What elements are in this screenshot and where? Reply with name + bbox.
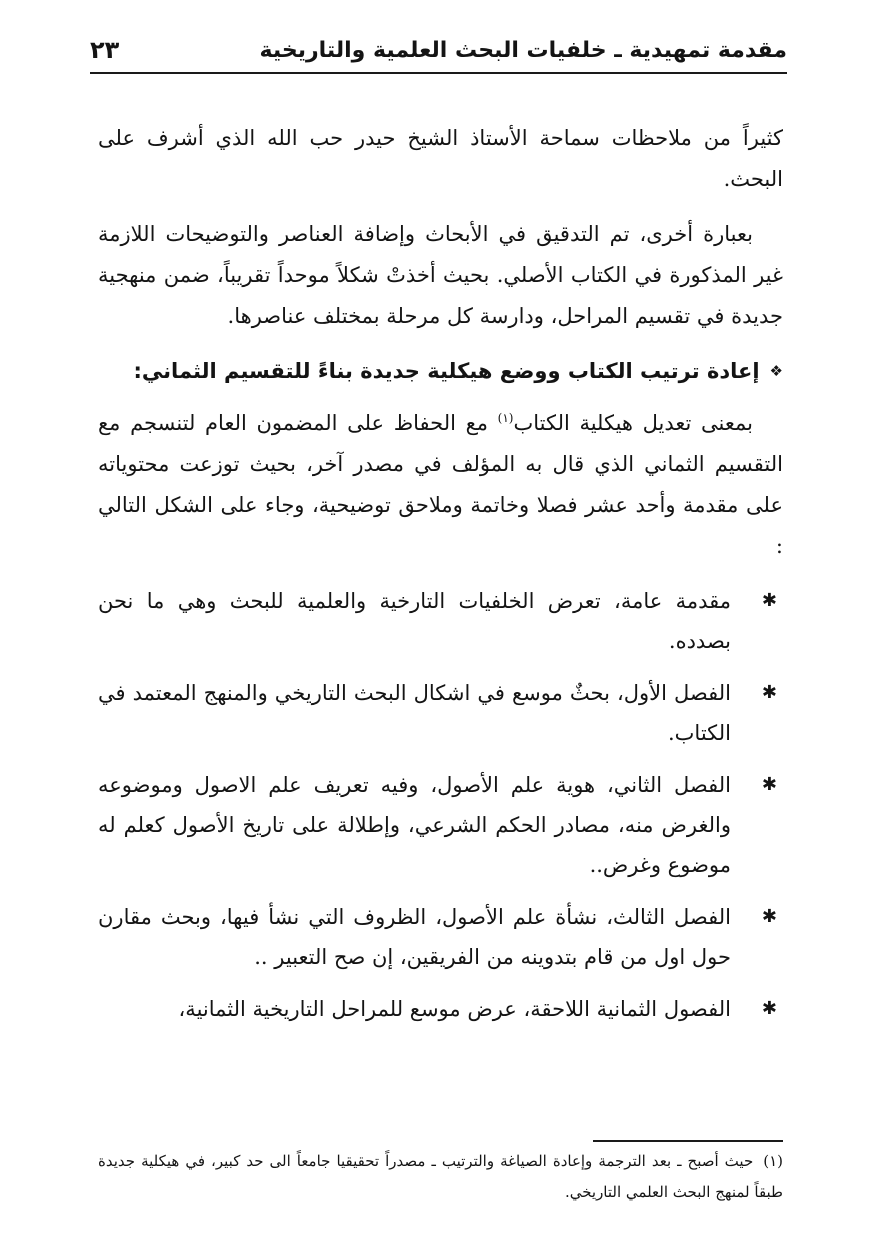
- list-item-text: الفصل الثالث، نشأة علم الأصول، الظروف التي نشأ فيها، وبحث مقارن حول اول من قام بتدوينه من الفريقين، إن صح التعبير ..: [98, 905, 731, 969]
- footnote-text: حيث أصبح ـ بعد الترجمة وإعادة الصياغة والترتيب ـ مصدراً تحقيقيا جامعاً الى حد كبير، في هيكلية جديدة طبقاً لمنهج البحث العلمي التاريخي.: [98, 1152, 783, 1201]
- paragraph-editing-note: بعبارة أخرى، تم التدقيق في الأبحاث وإضافة العناصر والتوضيحات اللازمة غير المذكورة في الكتاب الأصلي. بحيث أخذتْ شكلاً موحداً تقريباً، ضمن منهجية جديدة في تقسيم المراحل، ودارسة كل مرحلة بمختلف عناصرها.: [98, 222, 783, 328]
- section-paragraph-rest: مع الحفاظ على المضمون العام لتنسجم مع التقسيم الثماني الذي قال به المؤلف في مصدر آخر، بحيث توزعت محتوياته على مقدمة وأحد عشر فصلا وخاتمة وملاحق توضيحية، وجاء على الشكل التالي :: [98, 411, 783, 558]
- footnote-reference[interactable]: (١): [497, 411, 514, 425]
- page-number: ٢٣: [90, 36, 120, 64]
- paragraph-continuation: كثيراً من ملاحظات سماحة الأستاذ الشيخ حيدر حب الله الذي أشرف على البحث.: [98, 126, 783, 191]
- list-item-text: مقدمة عامة، تعرض الخلفيات التارخية والعلمية للبحث وهي ما نحن بصدده.: [98, 589, 731, 653]
- asterisk-bullet-icon: ✱: [761, 590, 777, 611]
- list-item: [98, 989, 783, 1029]
- running-header: [90, 28, 787, 74]
- list-item-text: الفصول الثمانية اللاحقة، عرض موسع للمراحل التاريخية الثمانية،: [178, 997, 731, 1021]
- section-heading-text: إعادة ترتيب الكتاب ووضع هيكلية جديدة بناءً للتقسيم الثماني:: [133, 359, 760, 383]
- footnote-number: (١): [763, 1152, 783, 1170]
- section-paragraph: [98, 403, 783, 567]
- list-item-text: الفصل الثاني، هوية علم الأصول، وفيه تعريف علم الاصول وموضوعه والغرض منه، مصادر الحكم الشرعي، وإطلالة على تاريخ الأصول كعلم له موضوع وغرض..: [98, 773, 731, 877]
- chapter-list: [98, 581, 783, 1029]
- list-item-text: الفصل الأول، بحثٌ موسع في اشكال البحث التاريخي والمنهج المعتمد في الكتاب.: [98, 681, 731, 745]
- list-item: [98, 765, 783, 885]
- list-item: [98, 897, 783, 977]
- footnote-divider: [593, 1140, 783, 1142]
- footnote: [98, 1146, 783, 1208]
- page-body: [98, 118, 783, 1041]
- list-item: [98, 581, 783, 661]
- asterisk-bullet-icon: ✱: [761, 774, 777, 795]
- section-paragraph-lead: بمعنى تعديل هيكلية الكتاب: [513, 411, 753, 435]
- running-title: مقدمة تمهيدية ـ خلفيات البحث العلمية والتاريخية: [259, 37, 787, 63]
- list-item: [98, 673, 783, 753]
- asterisk-bullet-icon: ✱: [761, 906, 777, 927]
- diamond-bullet-icon: ❖: [769, 362, 783, 380]
- asterisk-bullet-icon: ✱: [761, 998, 777, 1019]
- section-heading: [98, 351, 783, 391]
- asterisk-bullet-icon: ✱: [761, 682, 777, 703]
